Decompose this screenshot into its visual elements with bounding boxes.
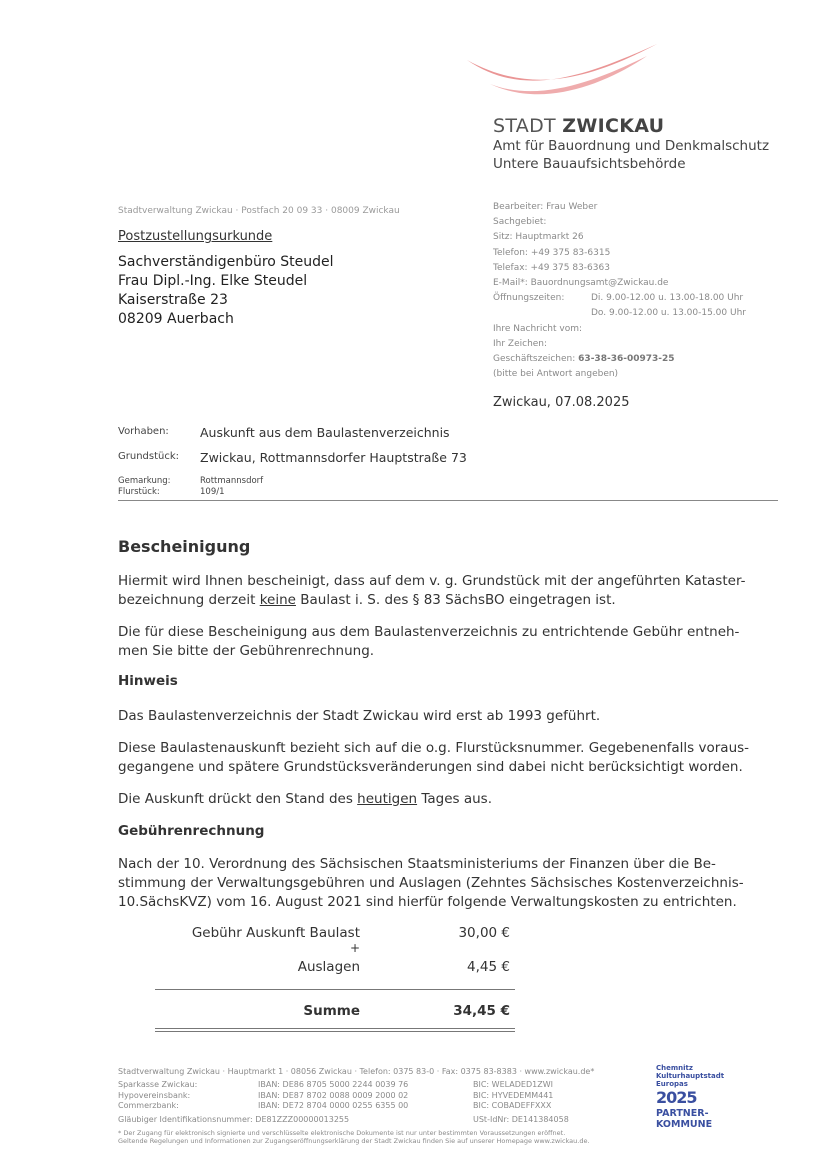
gemarkung-flurstueck-values: Rottmannsdorf 109/1 [200, 476, 264, 497]
dept-line-2: Untere Bauaufsichtsbehörde [493, 156, 686, 172]
paragraph-5: Die Auskunft drückt den Stand des heutigen Tages aus. [118, 791, 493, 807]
paragraph-2: Die für diese Bescheinigung aus dem Baulastenverzeichnis zu entrichtende Gebühr entneh- men Sie bitte der Gebührenrechnung. [118, 624, 740, 659]
letter-date: Zwickau, 07.08.2025 [493, 395, 630, 410]
paragraph-4: Diese Baulastenauskunft bezieht sich auf die o.g. Flurstücksnummer. Gegebenenfalls voraus- gegangene und spätere Grundstücksveränderungen sind dabei nicht berücksichtigt worden. [118, 740, 750, 775]
return-address: Stadtverwaltung Zwickau · Postfach 20 09 33 · 08009 Zwickau [118, 206, 400, 216]
paragraph-1: Hiermit wird Ihnen bescheinigt, dass auf dem v. g. Grundstück mit der angeführten Kataster- bezeichnung derzeit keine Baulast i. S. des § 83 SächsBO eingetragen ist. [118, 573, 746, 608]
footer-address: Stadtverwaltung Zwickau · Hauptmarkt 1 · 08056 Zwickau · Telefon: 0375 83-0 · Fax: 0375 83-8383 · www.zwickau.de* [118, 1067, 595, 1076]
dept-line-1: Amt für Bauordnung und Denkmalschutz [493, 138, 770, 154]
document-title: Bescheinigung [118, 537, 251, 556]
footer-ustid: USt-IdNr: DE141384058 [473, 1115, 569, 1124]
fee-row-2-value: 4,45 € [467, 959, 510, 975]
gemarkung-flurstueck-labels: Gemarkung: Flurstück: [118, 476, 171, 497]
vorhaben-value: Auskunft aus dem Baulastenverzeichnis [200, 425, 450, 440]
fee-row-1-label: Gebühr Auskunft Baulast [191, 925, 360, 941]
fee-sum-value: 34,45 € [453, 1003, 510, 1019]
footer-note-2: Geltende Regelungen und Informationen zur Zugangseröffnungserklärung der Stadt Zwickau finden Sie auf unserer Homepage www.zwickau.de. [118, 1137, 590, 1145]
fee-divider-top [155, 989, 515, 990]
contact-info-block: Bearbeiter: Frau Weber Sachgebiet: Sitz: Hauptmarkt 26 Telefon: +49 375 83-6315 Telefax: +49 375 83-6363 E-Mail*: Bauordnungsamt@Zwickau.de Öffnungszeiten: Di. 9.00-12.00 u. 13.00-18.00 Uhr Do. 9.00-12.00 u. 13.00-15.00 Uhr Ihre Nachricht vom: Ihr Zeichen: Geschäftszeichen: 63-38-36-00973-25 (bitte bei Antwort angeben) [493, 202, 746, 380]
paragraph-3: Das Baulastenverzeichnis der Stadt Zwickau wird erst ab 1993 geführt. [118, 708, 601, 724]
fee-sum-label: Summe [303, 1003, 360, 1019]
fee-row-1-value: 30,00 € [458, 925, 510, 941]
fee-row-2-label: Auslagen [297, 959, 360, 975]
hinweis-heading: Hinweis [118, 673, 178, 689]
partner-kommune-logo: Chemnitz Kulturhauptstadt Europas 2025 PARTNER- KOMMUNE [656, 1064, 725, 1130]
footer-bank-ibans: IBAN: DE86 8705 5000 2244 0039 76 IBAN: DE87 8702 0088 0009 2000 02 IBAN: DE72 8704 0000 0255 6355 00 [258, 1080, 409, 1110]
footer-bank-bics: BIC: WELADED1ZWI BIC: HYVEDEMM441 BIC: COBADEFFXXX [473, 1080, 554, 1110]
footer-bank-names: Sparkasse Zwickau: Hypovereinsbank: Commerzbank: [118, 1080, 198, 1110]
fee-plus: + [349, 941, 360, 955]
grundstueck-label: Grundstück: [118, 451, 180, 462]
vorhaben-label: Vorhaben: [118, 426, 169, 437]
gebuehren-heading: Gebührenrechnung [118, 823, 265, 839]
recipient-address: Sachverständigenbüro Steudel Frau Dipl.-Ing. Elke Steudel Kaiserstraße 23 08209 Auerbach [118, 254, 334, 327]
org-name: STADT ZWICKAU [493, 115, 665, 137]
postzustellungsurkunde: Postzustellungsurkunde [118, 229, 273, 244]
meta-divider [118, 500, 778, 501]
footer-note-1: * Der Zugang für elektronisch signierte und verschlüsselte elektronische Dokumente ist nur unter bestimmten Voraussetzungen eröffnet. [118, 1129, 566, 1137]
city-logo-wave-icon [462, 38, 662, 102]
fee-divider-bottom-2 [155, 1031, 515, 1032]
paragraph-6: Nach der 10. Verordnung des Sächsischen Staatsministeriums der Finanzen über die Be- stimmung der Verwaltungsgebühren und Auslagen (Zehntes Sächsisches Kostenverzeichnis- 10.SächsKVZ) vom 16. August 2021 sind hierfür folgende Verwaltungskosten zu entrichten. [118, 856, 744, 910]
grundstueck-value: Zwickau, Rottmannsdorfer Hauptstraße 73 [200, 450, 467, 465]
footer-glaeubiger-id: Gläubiger Identifikationsnummer: DE81ZZZ00000013255 [118, 1115, 350, 1124]
fee-divider-bottom-1 [155, 1028, 515, 1029]
